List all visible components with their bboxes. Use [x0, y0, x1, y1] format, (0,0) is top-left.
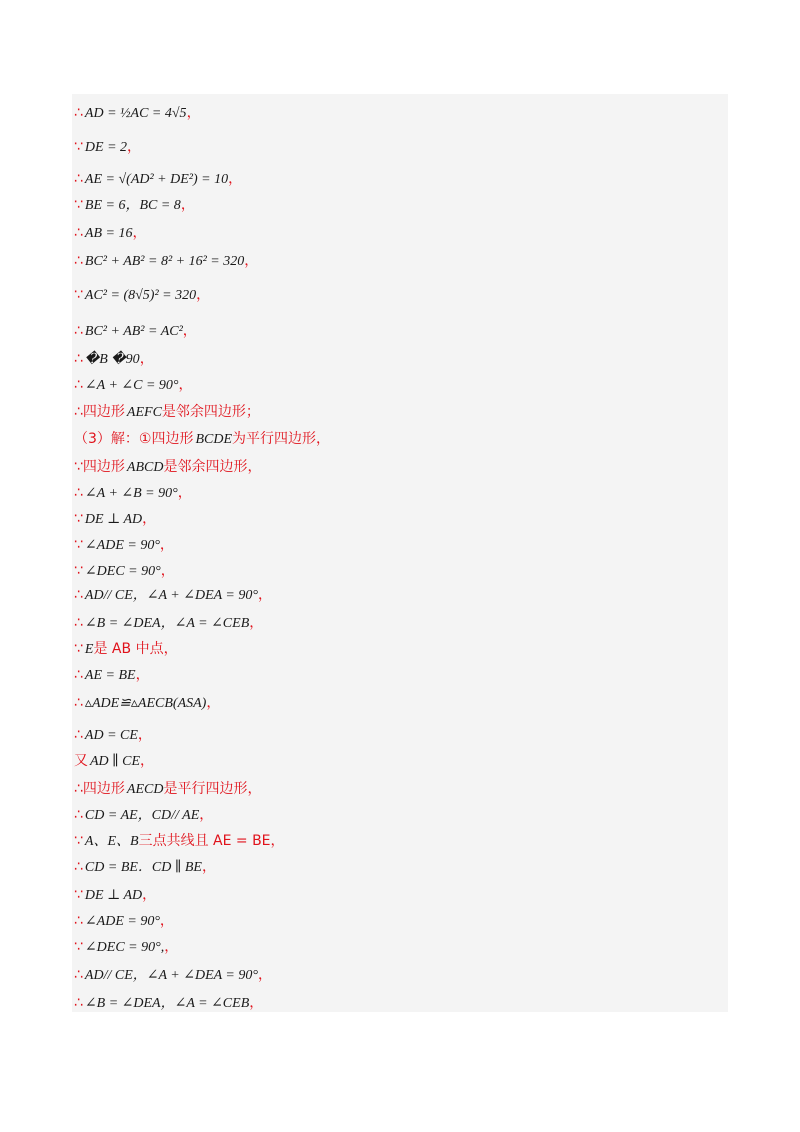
- line-prefix: ∵: [74, 833, 83, 849]
- line-suffix: ，: [159, 537, 174, 553]
- math-expression: AE = √(AD² + DE²) = 10: [84, 172, 229, 187]
- line-suffix: ，: [178, 377, 193, 393]
- math-expression: AB = 16: [84, 226, 133, 241]
- line-prefix: ∴: [74, 171, 83, 187]
- line-suffix: ，: [249, 615, 264, 631]
- line-prefix: ∵: [74, 511, 83, 527]
- line-prefix: ∵: [74, 641, 83, 657]
- math-expression: ∠A + ∠C = 90°: [84, 378, 179, 393]
- math-expression: CD = AE，CD// AE: [84, 808, 200, 823]
- solution-line: [74, 614, 263, 633]
- math-expression: BE = 6，BC = 8: [84, 198, 181, 213]
- line-prefix: ∵: [74, 287, 83, 303]
- solution-line: [74, 458, 261, 477]
- math-expression: ∠DEC = 90°,: [84, 940, 165, 955]
- solution-line: [74, 430, 330, 449]
- math-expression: DE ⊥ AD: [84, 512, 143, 527]
- solution-line: [74, 350, 154, 369]
- line-suffix: ，: [180, 197, 195, 213]
- line-prefix: ∴: [74, 807, 83, 823]
- solution-line: [74, 562, 175, 581]
- line-prefix: ∵: [74, 139, 83, 155]
- line-prefix: ∴: [74, 587, 83, 603]
- line-suffix: ，: [228, 171, 243, 187]
- line-suffix: ，: [159, 913, 174, 929]
- line-suffix: ，: [182, 323, 197, 339]
- math-expression: AEFC: [126, 405, 162, 420]
- solution-line: [74, 752, 154, 771]
- solution-line: [74, 196, 195, 215]
- solution-line: [74, 586, 272, 605]
- line-prefix: ∴: [74, 377, 83, 393]
- math-expression: �B �90: [84, 352, 140, 367]
- line-prefix: ∴: [74, 105, 83, 121]
- math-expression: DE = 2: [84, 140, 128, 155]
- line-prefix: ∴: [74, 727, 83, 743]
- solution-line: [74, 666, 150, 685]
- solution-line: [74, 938, 178, 957]
- line-suffix: 为平行四边形，: [232, 431, 331, 447]
- line-suffix: ，: [257, 587, 272, 603]
- math-expression: DE ⊥ AD: [84, 888, 143, 903]
- line-prefix: ∴: [74, 967, 83, 983]
- math-expression: AD// CE，∠A + ∠DEA = 90°: [84, 968, 258, 983]
- math-expression: BC² + AB² = 8² + 16² = 320: [84, 254, 245, 269]
- math-expression: ∠ADE = 90°: [84, 538, 160, 553]
- math-expression: CD = BE．CD ∥ BE: [84, 860, 202, 875]
- solution-line: [74, 252, 258, 271]
- line-suffix: ，: [127, 139, 142, 155]
- math-expression: AE = BE: [84, 668, 136, 683]
- solution-line: [74, 640, 178, 659]
- line-prefix: ∵四边形: [74, 459, 125, 475]
- line-prefix: ∴四边形: [74, 404, 125, 420]
- line-suffix: ，: [142, 511, 157, 527]
- solution-line: [74, 780, 261, 799]
- solution-line: [74, 322, 197, 341]
- line-suffix: ，: [206, 695, 221, 711]
- line-suffix: ，: [196, 287, 211, 303]
- math-expression: ABCD: [126, 460, 164, 475]
- line-prefix: ∴: [74, 485, 83, 501]
- line-prefix: ∴: [74, 253, 83, 269]
- line-prefix: ∵: [74, 197, 83, 213]
- line-suffix: 是邻余四边形；: [161, 404, 260, 420]
- line-suffix: ，: [164, 939, 179, 955]
- solution-line: [74, 536, 174, 555]
- solution-line: [74, 138, 141, 157]
- line-suffix: ，: [139, 351, 154, 367]
- math-expression: AECD: [126, 782, 164, 797]
- line-suffix: ，: [199, 807, 214, 823]
- solution-line: [74, 694, 220, 713]
- math-expression: AC² = (8√5)² = 320: [84, 288, 197, 303]
- line-suffix: ，: [132, 225, 147, 241]
- solution-line: [74, 966, 272, 985]
- line-prefix: ∵: [74, 939, 83, 955]
- solution-line: [74, 832, 285, 851]
- math-expression: ∠ADE = 90°: [84, 914, 160, 929]
- line-prefix: ∵: [74, 563, 83, 579]
- line-suffix: ，: [249, 995, 264, 1011]
- math-expression: ∠A + ∠B = 90°: [84, 486, 178, 501]
- solution-line: [74, 886, 156, 905]
- line-suffix: 是 AB 中点，: [93, 641, 178, 657]
- line-prefix: ∴: [74, 323, 83, 339]
- line-prefix: ∴: [74, 695, 83, 711]
- line-suffix: 是邻余四边形，: [163, 459, 262, 475]
- line-suffix: ，: [257, 967, 272, 983]
- line-prefix: ∴: [74, 913, 83, 929]
- line-suffix: ，: [201, 859, 216, 875]
- line-prefix: ∵: [74, 887, 83, 903]
- solution-line: [74, 376, 193, 395]
- line-prefix: ∴四边形: [74, 781, 125, 797]
- math-expression: ∠B = ∠DEA，∠A = ∠CEB: [84, 616, 250, 631]
- line-prefix: ∵: [74, 537, 83, 553]
- line-suffix: ，: [186, 105, 201, 121]
- line-prefix: ∴: [74, 351, 83, 367]
- math-expression: AD = CE: [84, 728, 138, 743]
- math-expression: AD// CE，∠A + ∠DEA = 90°: [84, 588, 258, 603]
- line-prefix: （3）解：①四边形: [74, 431, 194, 447]
- solution-line: [74, 726, 152, 745]
- math-expression: AD = ½AC = 4√5: [84, 106, 187, 121]
- solution-line: [74, 484, 192, 503]
- line-prefix: ∴: [74, 615, 83, 631]
- line-suffix: ，: [160, 563, 175, 579]
- solution-line: [74, 224, 146, 243]
- math-expression: ∠DEC = 90°: [84, 564, 161, 579]
- line-suffix: 是平行四边形，: [163, 781, 262, 797]
- line-prefix: ∴: [74, 859, 83, 875]
- solution-line: [74, 858, 216, 877]
- math-expression: A、E、B: [84, 834, 139, 849]
- solution-line: [74, 994, 263, 1013]
- math-expression: ▵ADE≌▵AECB(ASA): [84, 696, 207, 711]
- solution-line: [74, 912, 174, 931]
- line-prefix: ∴: [74, 225, 83, 241]
- solution-line: [74, 806, 213, 825]
- line-suffix: ，: [142, 887, 157, 903]
- line-suffix: ，: [244, 253, 259, 269]
- math-expression: AD ∥ CE: [90, 754, 141, 769]
- solution-line: [74, 403, 260, 422]
- solution-line: [74, 510, 156, 529]
- math-expression: BC² + AB² = AC²: [84, 324, 183, 339]
- solution-line: [74, 104, 201, 123]
- line-prefix: ∴: [74, 995, 83, 1011]
- line-suffix: ，: [137, 727, 152, 743]
- math-expression: E: [84, 642, 94, 657]
- line-prefix: 又: [74, 753, 88, 769]
- line-suffix: 三点共线且 AE = BE，: [138, 833, 285, 849]
- solution-line: [74, 286, 210, 305]
- solution-line: [74, 170, 242, 189]
- line-suffix: ，: [135, 667, 150, 683]
- line-prefix: ∴: [74, 667, 83, 683]
- math-expression: BCDE: [195, 432, 233, 447]
- line-suffix: ，: [177, 485, 192, 501]
- line-suffix: ，: [140, 753, 155, 769]
- math-expression: ∠B = ∠DEA，∠A = ∠CEB: [84, 996, 250, 1011]
